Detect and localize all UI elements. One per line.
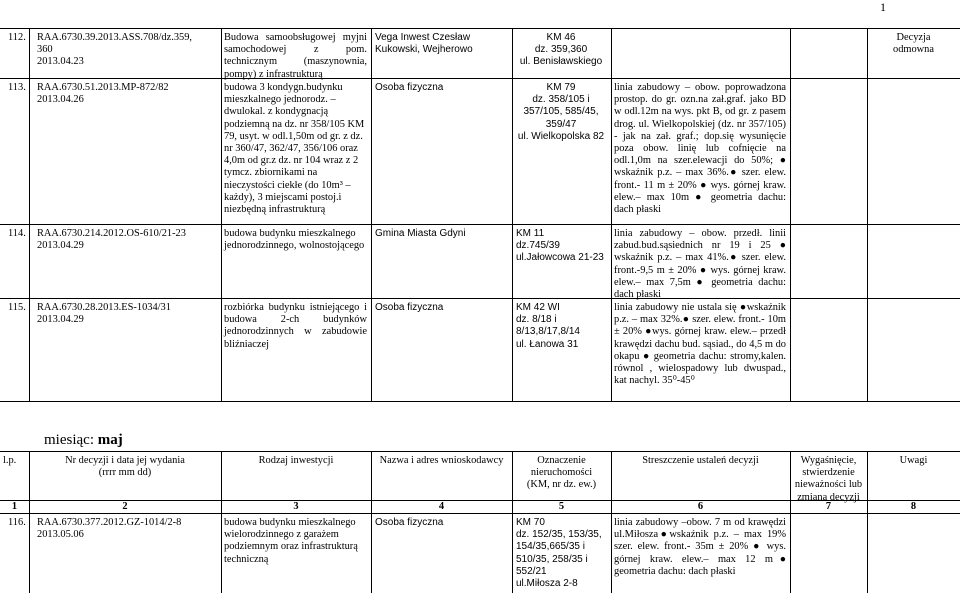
row-investment-type: Budowa samoobsługowej myjni samochodowej z pom. technicznym (maszynownia, pompy) z infrastrukturą <box>224 32 367 80</box>
header-decision-summary: Streszczenie ustaleń decyzji <box>642 455 759 466</box>
row-decision-summary: linia zabudowy –obow. 7 m od krawędzi ul.Miłosza●wskaźnik p.z. – max 19% szer. elew. front.- 35m ± 20% ● wys. górnej kraw. elew.– max 12 m● geometria dachu: dach płaski <box>614 517 786 577</box>
row-investment-type: budowa budynku mieszkalnego jednorodzinnego, wolnostojącego <box>224 228 365 252</box>
header-lp: l.p. <box>3 455 17 466</box>
column-number: 2 <box>122 501 128 512</box>
row-applicant: Osoba fizyczna <box>375 302 444 313</box>
header-property: Oznaczenie nieruchomości (KM, nr dz. ew.) <box>526 455 597 491</box>
column-number: 5 <box>558 501 565 512</box>
month-heading <box>44 434 123 446</box>
row-investment-type: budowa 3 kondygn.budynku mieszkalnego jednorodz. – dwulokal. z kondygnacją podziemną na dz. nr 358/105 KM 79, usyt. w odl.1,50m od gr. z dz. nr 360/47, 362/47, 356/106 oraz 4,0m od gr.z dz. nr 104 wraz z 2 tymcz. zbiornikami na nieczystości ciekłe (do 10m³ – każdy), 3 miejscami postoj.i niezbędną infrastrukturą <box>224 82 365 216</box>
row-property: KM 79 dz. 358/105 i 357/105, 585/45, 359/47 ul. Wielkopolska 82 <box>517 82 605 142</box>
row-lp: 112. <box>8 32 26 43</box>
row-property: KM 42 WI dz. 8/18 i 8/13,8/17,8/14 ul. Łanowa 31 <box>516 302 580 350</box>
row-decision-number: RAA.6730.214.2012.OS-610/21-23 2013.04.29 <box>37 228 186 252</box>
month-value: maj <box>97 432 123 448</box>
column-number: 1 <box>11 501 18 512</box>
row-lp: 115. <box>8 302 26 313</box>
column-number: 7 <box>825 501 832 512</box>
row-property: KM 46 dz. 359,360 ul. Benisławskiego <box>519 32 603 68</box>
row-lp: 116. <box>8 517 26 528</box>
row-applicant: Osoba fizyczna <box>375 517 444 528</box>
row-applicant: Osoba fizyczna <box>375 82 444 93</box>
row-decision-summary: linia zabudowy – obow. przedł. linii zabud.bud.sąsiednich nr 19 i 25 ● wskaźnik p.z. – max 41%.● szer. elew. front.-9,5 m ± 20% ● wys. górnej kraw. elew.– max 7,5m ● geometria dachu: dach płaski <box>614 228 786 301</box>
row-decision-number: RAA.6730.28.2013.ES-1034/31 2013.04.29 <box>37 302 171 326</box>
row-investment-type: rozbiórka budynku istniejącego i budowa 2-ch budynków jednorodzinnych w zabudowie bliźniaczej <box>224 302 367 350</box>
column-number: 6 <box>697 501 704 512</box>
month-label: miesiąc: <box>44 432 94 448</box>
row-decision-summary: linia zabudowy nie ustala się ●wskaźnik p.z. – max 32%.● szer. elew. front.- 10m ± 20% ●wys. górnej kraw. elew.– przedł krawędzi dachu bud. sąsiad., do 4,5 m do okapu ● geometria dachu: stromy,kalen. równol , wielospadowy lub dwuspad., kat nachyl. 35⁰-45⁰ <box>614 302 786 387</box>
column-number: 4 <box>438 501 445 512</box>
column-number: 8 <box>910 501 917 512</box>
header-decision-number: Nr decyzji i data jej wydania (rrrr mm dd) <box>65 455 185 479</box>
row-lp: 114. <box>8 228 26 239</box>
row-decision-number: RAA.6730.51.2013.MP-872/82 2013.04.26 <box>37 82 169 106</box>
row-decision-summary: linia zabudowy – obow. poprowadzona prostop. do gr. ozn.na zał.graf. jako BD w odl.12m na wys. pkt B, od gr. z pasem drog. ul. Wielkopolskiej (dz. nr 357/105) - jak na zał. graf.; dop.się wysunięcie poza obow. linię lub cofnięcie na odl.1,0m na szer.elewacji do 50%; ● wskaźnik p.z. – max 36%.● szer. elew. front.- 11 m ± 20% ● wys. górnej kraw. elew.– max 10m ● geometria dachu: dach płaski <box>614 82 786 216</box>
header-decyzja-odmowna: Decyzja odmowna <box>893 32 934 56</box>
header-applicant: Nazwa i adres wnioskodawcy <box>379 455 504 466</box>
row-property: KM 70 dz. 152/35, 153/35, 154/35,665/35 i 510/35, 258/35 i 552/21 ul.Miłosza 2-8 <box>516 517 602 590</box>
row-lp: 113. <box>8 82 26 93</box>
row-decision-number: RAA.6730.39.2013.ASS.708/dz.359, 360 2013.04.23 <box>37 32 193 68</box>
row-decision-number: RAA.6730.377.2012.GZ-1014/2-8 2013.05.06 <box>37 517 182 541</box>
header-expiry: Wygaśnięcie, stwierdzenie nieważności lub zmiana decyzji <box>794 455 863 503</box>
row-applicant: Gmina Miasta Gdyni <box>375 228 466 239</box>
header-investment-type: Rodzaj inwestycji <box>258 455 334 466</box>
row-investment-type: budowa budynku mieszkalnego wielorodzinnego z garażem podziemnym oraz infrastrukturą techniczną <box>224 517 358 565</box>
row-applicant: Vega Inwest Czesław Kukowski, Wejherowo <box>375 32 473 56</box>
page-number: 1 <box>880 0 886 14</box>
header-remarks: Uwagi <box>899 455 928 466</box>
column-number: 3 <box>293 501 299 512</box>
row-property: KM 11 dz.745/39 ul.Jałowcowa 21-23 <box>516 228 604 264</box>
